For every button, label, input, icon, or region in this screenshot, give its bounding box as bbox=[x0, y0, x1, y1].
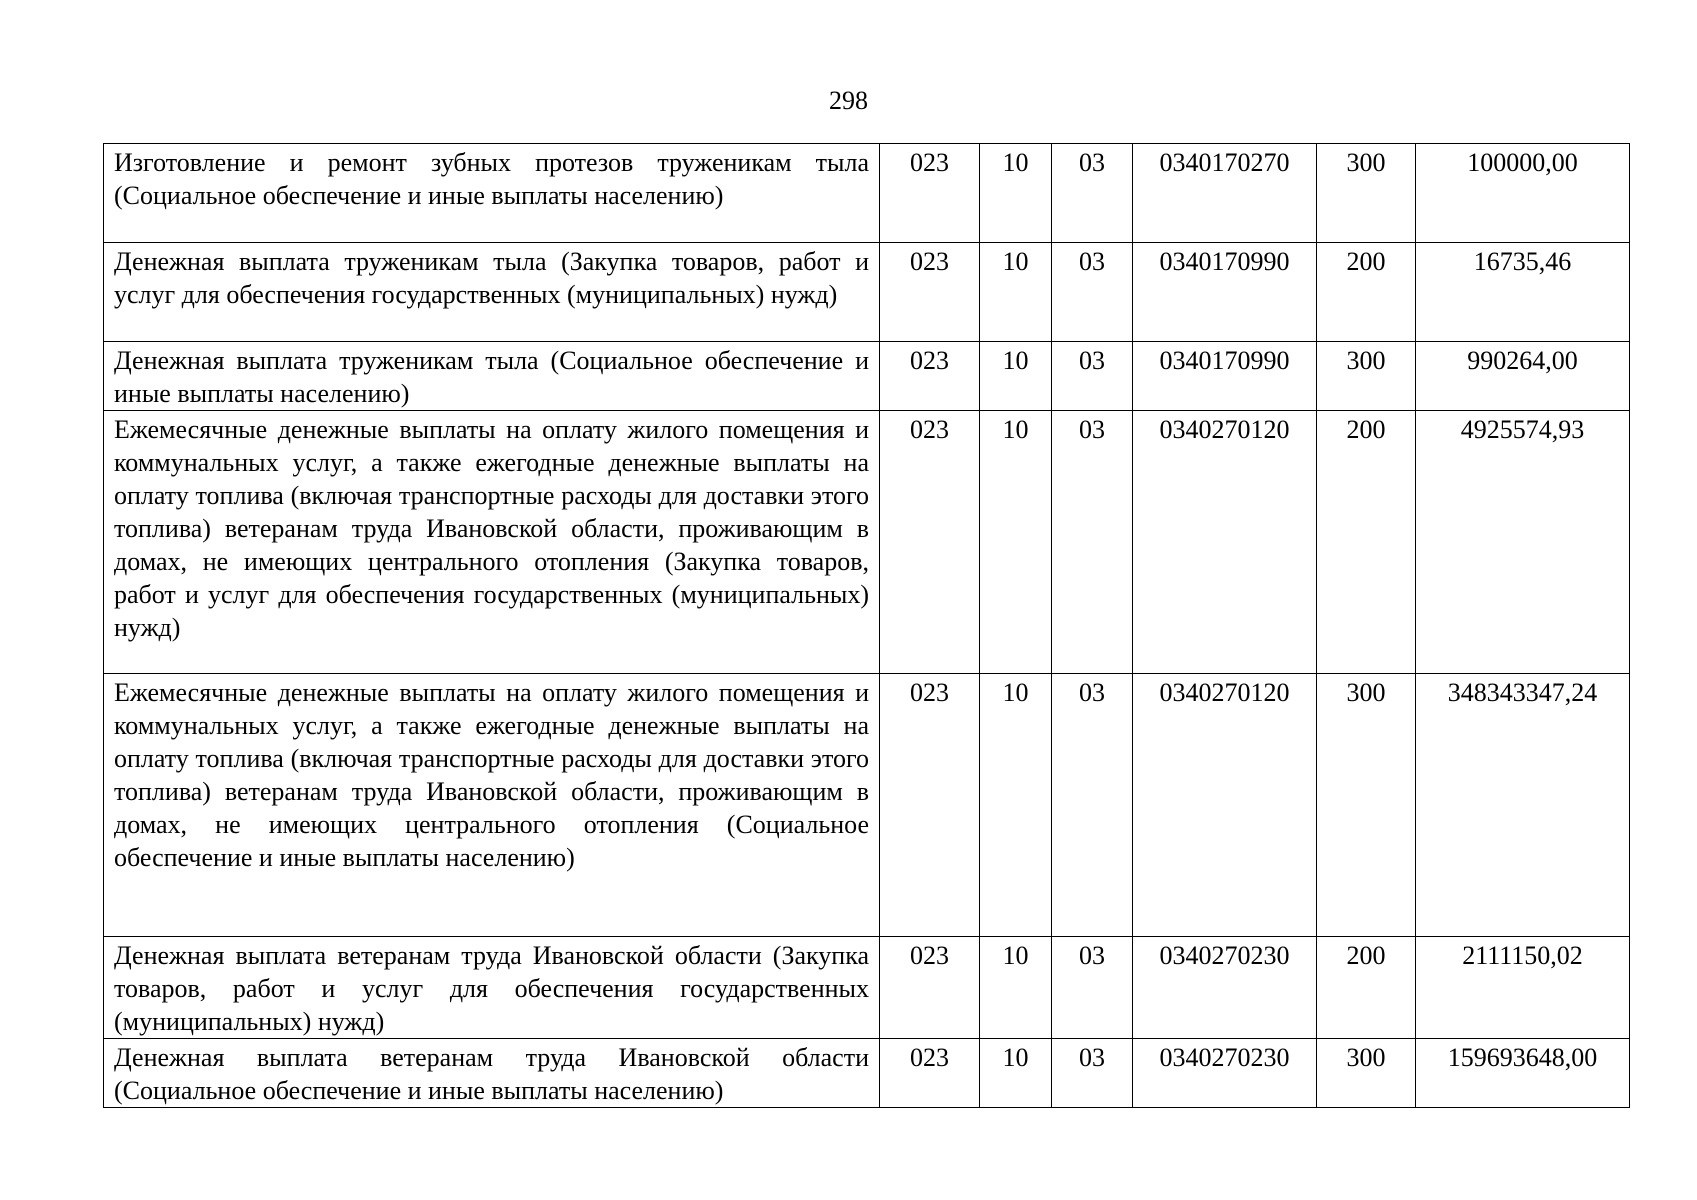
ministry-code-cell: 023 bbox=[880, 144, 980, 243]
ministry-code-cell: 023 bbox=[880, 674, 980, 937]
description-cell: Денежная выплата ветеранам труда Ивановской области (Социальное обеспечение и иные выплаты населению) bbox=[104, 1039, 880, 1108]
ministry-code-cell: 023 bbox=[880, 243, 980, 342]
subsection-cell: 03 bbox=[1052, 937, 1133, 1039]
ministry-code-cell: 023 bbox=[880, 1039, 980, 1108]
section-cell: 10 bbox=[980, 411, 1052, 674]
target-article-cell: 0340170990 bbox=[1133, 243, 1317, 342]
amount-cell: 4925574,93 bbox=[1416, 411, 1630, 674]
target-article-cell: 0340270230 bbox=[1133, 937, 1317, 1039]
section-cell: 10 bbox=[980, 674, 1052, 937]
subsection-cell: 03 bbox=[1052, 674, 1133, 937]
section-cell: 10 bbox=[980, 1039, 1052, 1108]
subsection-cell: 03 bbox=[1052, 1039, 1133, 1108]
expense-type-cell: 200 bbox=[1317, 243, 1416, 342]
subsection-cell: 03 bbox=[1052, 342, 1133, 411]
subsection-cell: 03 bbox=[1052, 411, 1133, 674]
target-article-cell: 0340270120 bbox=[1133, 411, 1317, 674]
amount-cell: 100000,00 bbox=[1416, 144, 1630, 243]
amount-cell: 990264,00 bbox=[1416, 342, 1630, 411]
expense-type-cell: 300 bbox=[1317, 342, 1416, 411]
target-article-cell: 0340170990 bbox=[1133, 342, 1317, 411]
description-cell: Денежная выплата ветеранам труда Ивановской области (Закупка товаров, работ и услуг для обеспечения государственных (муниципальных) нужд) bbox=[104, 937, 880, 1039]
table-row bbox=[104, 144, 1630, 243]
amount-cell: 16735,46 bbox=[1416, 243, 1630, 342]
table-row bbox=[104, 342, 1630, 411]
section-cell: 10 bbox=[980, 342, 1052, 411]
description-cell: Ежемесячные денежные выплаты на оплату жилого помещения и коммунальных услуг, а также ежегодные денежные выплаты на оплату топлива (включая транспортные расходы для доставки этого топлива) ветеранам труда Ивановской области, проживающим в домах, не имеющих центрального отопления (Социальное обеспечение и иные выплаты населению) bbox=[104, 674, 880, 937]
expense-type-cell: 200 bbox=[1317, 411, 1416, 674]
expense-type-cell: 300 bbox=[1317, 674, 1416, 937]
section-cell: 10 bbox=[980, 243, 1052, 342]
description-cell: Денежная выплата труженикам тыла (Социальное обеспечение и иные выплаты населению) bbox=[104, 342, 880, 411]
ministry-code-cell: 023 bbox=[880, 411, 980, 674]
description-cell: Ежемесячные денежные выплаты на оплату жилого помещения и коммунальных услуг, а также ежегодные денежные выплаты на оплату топлива (включая транспортные расходы для доставки этого топлива) ветеранам труда Ивановской области, проживающим в домах, не имеющих центрального отопления (Закупка товаров, работ и услуг для обеспечения государственных (муниципальных) нужд) bbox=[104, 411, 880, 674]
target-article-cell: 0340270230 bbox=[1133, 1039, 1317, 1108]
expense-type-cell: 300 bbox=[1317, 144, 1416, 243]
table-row bbox=[104, 674, 1630, 937]
table-row bbox=[104, 1039, 1630, 1108]
ministry-code-cell: 023 bbox=[880, 342, 980, 411]
table-row bbox=[104, 937, 1630, 1039]
ministry-code-cell: 023 bbox=[880, 937, 980, 1039]
description-cell: Изготовление и ремонт зубных протезов труженикам тыла (Социальное обеспечение и иные выплаты населению) bbox=[104, 144, 880, 243]
table-row bbox=[104, 243, 1630, 342]
expense-type-cell: 300 bbox=[1317, 1039, 1416, 1108]
budget-table bbox=[103, 143, 1630, 1108]
description-cell: Денежная выплата труженикам тыла (Закупка товаров, работ и услуг для обеспечения государственных (муниципальных) нужд) bbox=[104, 243, 880, 342]
page-number: 298 bbox=[829, 86, 868, 115]
section-cell: 10 bbox=[980, 937, 1052, 1039]
target-article-cell: 0340170270 bbox=[1133, 144, 1317, 243]
amount-cell: 159693648,00 bbox=[1416, 1039, 1630, 1108]
amount-cell: 2111150,02 bbox=[1416, 937, 1630, 1039]
expense-type-cell: 200 bbox=[1317, 937, 1416, 1039]
subsection-cell: 03 bbox=[1052, 144, 1133, 243]
table-row bbox=[104, 411, 1630, 674]
target-article-cell: 0340270120 bbox=[1133, 674, 1317, 937]
section-cell: 10 bbox=[980, 144, 1052, 243]
subsection-cell: 03 bbox=[1052, 243, 1133, 342]
amount-cell: 348343347,24 bbox=[1416, 674, 1630, 937]
